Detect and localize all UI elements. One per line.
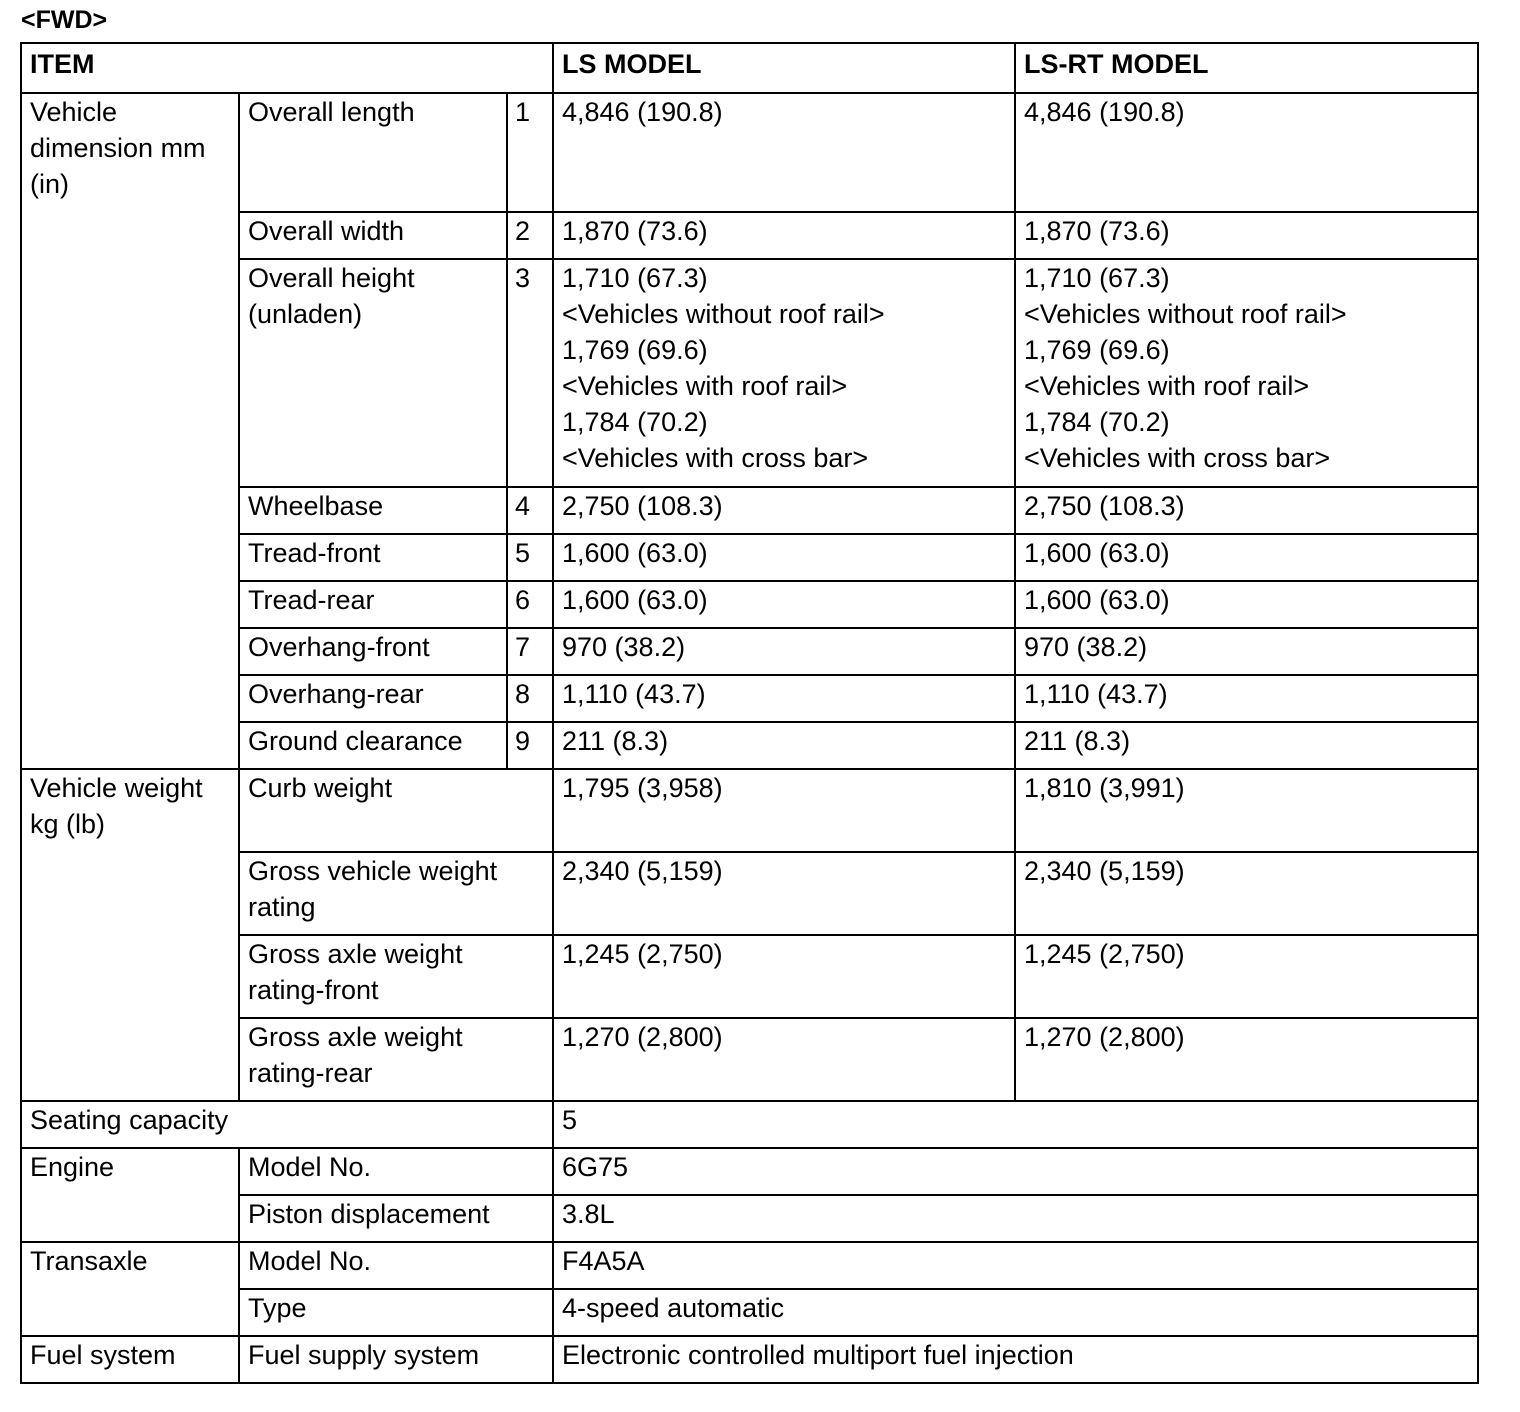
seating-capacity-value: 5 [553, 1101, 1478, 1148]
lsrt-value: 1,600 (63.0) [1015, 534, 1478, 581]
row-label: Overhang-front [239, 628, 507, 675]
row-label: Fuel supply system [239, 1336, 553, 1383]
ls-value: 2,750 (108.3) [553, 487, 1015, 534]
row-number: 8 [507, 675, 553, 722]
engine-model-value: 6G75 [553, 1148, 1478, 1195]
lsrt-value: 2,750 (108.3) [1015, 487, 1478, 534]
fuel-supply-value: Electronic controlled multiport fuel injection [553, 1336, 1478, 1383]
header-row [21, 43, 1478, 93]
lsrt-value-multiline [1015, 259, 1478, 487]
table-row [21, 1018, 1478, 1101]
transaxle-model-value: F4A5A [553, 1242, 1478, 1289]
ls-value: 1,795 (3,958) [553, 769, 1015, 852]
table-row [21, 675, 1478, 722]
value-line: <Vehicles with roof rail> [562, 371, 848, 401]
table-row [21, 1336, 1478, 1383]
ls-value: 211 (8.3) [553, 722, 1015, 769]
ls-value: 2,340 (5,159) [553, 852, 1015, 935]
row-label: Tread-rear [239, 581, 507, 628]
header-ls-model: LS MODEL [553, 43, 1015, 93]
row-number: 5 [507, 534, 553, 581]
table-row [21, 534, 1478, 581]
value-line: 1,784 (70.2) [562, 407, 708, 437]
lsrt-value: 1,810 (3,991) [1015, 769, 1478, 852]
value-line: <Vehicles with roof rail> [1024, 371, 1310, 401]
row-number: 4 [507, 487, 553, 534]
header-lsrt-model: LS-RT MODEL [1015, 43, 1478, 93]
value-line: 1,784 (70.2) [1024, 407, 1170, 437]
table-row [21, 487, 1478, 534]
transaxle-type-value: 4-speed automatic [553, 1289, 1478, 1336]
group-label-transaxle: Transaxle [21, 1242, 239, 1336]
header-item: ITEM [21, 43, 553, 93]
lsrt-value: 2,340 (5,159) [1015, 852, 1478, 935]
row-number: 3 [507, 259, 553, 487]
ls-value: 1,600 (63.0) [553, 581, 1015, 628]
value-line: <Vehicles with cross bar> [562, 443, 869, 473]
row-label: Gross axle weight rating-front [239, 935, 553, 1018]
row-label: Model No. [239, 1148, 553, 1195]
table-row [21, 1101, 1478, 1148]
table-row [21, 1289, 1478, 1336]
value-line: 1,710 (67.3) [562, 263, 708, 293]
row-label: Curb weight [239, 769, 553, 852]
table-row [21, 852, 1478, 935]
group-label-vehicle-dimension: Vehicle dimension mm (in) [21, 93, 239, 769]
row-label: Wheelbase [239, 487, 507, 534]
row-label: Overall length [239, 93, 507, 212]
specification-table [20, 42, 1479, 1384]
lsrt-value: 4,846 (190.8) [1015, 93, 1478, 212]
row-number: 2 [507, 212, 553, 259]
lsrt-value: 1,110 (43.7) [1015, 675, 1478, 722]
lsrt-value: 1,270 (2,800) [1015, 1018, 1478, 1101]
lsrt-value: 1,600 (63.0) [1015, 581, 1478, 628]
row-label: Overall height (unladen) [239, 259, 507, 487]
table-row [21, 1242, 1478, 1289]
table-row [21, 1195, 1478, 1242]
value-line: <Vehicles without roof rail> [562, 299, 885, 329]
value-line: <Vehicles with cross bar> [1024, 443, 1331, 473]
ls-value: 970 (38.2) [553, 628, 1015, 675]
table-row [21, 93, 1478, 212]
row-label: Gross axle weight rating-rear [239, 1018, 553, 1101]
ls-value: 1,110 (43.7) [553, 675, 1015, 722]
row-label: Gross vehicle weight rating [239, 852, 553, 935]
table-row [21, 935, 1478, 1018]
value-line: <Vehicles without roof rail> [1024, 299, 1347, 329]
ls-value: 1,600 (63.0) [553, 534, 1015, 581]
table-row [21, 1148, 1478, 1195]
page-title: <FWD> [21, 6, 108, 34]
lsrt-value: 1,245 (2,750) [1015, 935, 1478, 1018]
ls-value-multiline [553, 259, 1015, 487]
row-number: 7 [507, 628, 553, 675]
ls-value: 1,245 (2,750) [553, 935, 1015, 1018]
row-label: Piston displacement [239, 1195, 553, 1242]
value-line: 1,769 (69.6) [562, 335, 708, 365]
row-label-seating-capacity: Seating capacity [21, 1101, 553, 1148]
group-label-engine: Engine [21, 1148, 239, 1242]
ls-value: 4,846 (190.8) [553, 93, 1015, 212]
table-row [21, 628, 1478, 675]
lsrt-value: 1,870 (73.6) [1015, 212, 1478, 259]
value-line: 1,710 (67.3) [1024, 263, 1170, 293]
table-row [21, 259, 1478, 487]
row-label: Ground clearance [239, 722, 507, 769]
value-line: 1,769 (69.6) [1024, 335, 1170, 365]
table-row [21, 769, 1478, 852]
group-label-fuel-system: Fuel system [21, 1336, 239, 1383]
row-label: Overhang-rear [239, 675, 507, 722]
table-row [21, 581, 1478, 628]
ls-value: 1,270 (2,800) [553, 1018, 1015, 1101]
lsrt-value: 211 (8.3) [1015, 722, 1478, 769]
table-row [21, 212, 1478, 259]
row-label: Tread-front [239, 534, 507, 581]
row-number: 9 [507, 722, 553, 769]
table-row [21, 722, 1478, 769]
row-label: Overall width [239, 212, 507, 259]
ls-value: 1,870 (73.6) [553, 212, 1015, 259]
group-label-vehicle-weight: Vehicle weight kg (lb) [21, 769, 239, 1101]
engine-displacement-value: 3.8L [553, 1195, 1478, 1242]
row-number: 1 [507, 93, 553, 212]
lsrt-value: 970 (38.2) [1015, 628, 1478, 675]
row-label: Model No. [239, 1242, 553, 1289]
row-number: 6 [507, 581, 553, 628]
row-label: Type [239, 1289, 553, 1336]
